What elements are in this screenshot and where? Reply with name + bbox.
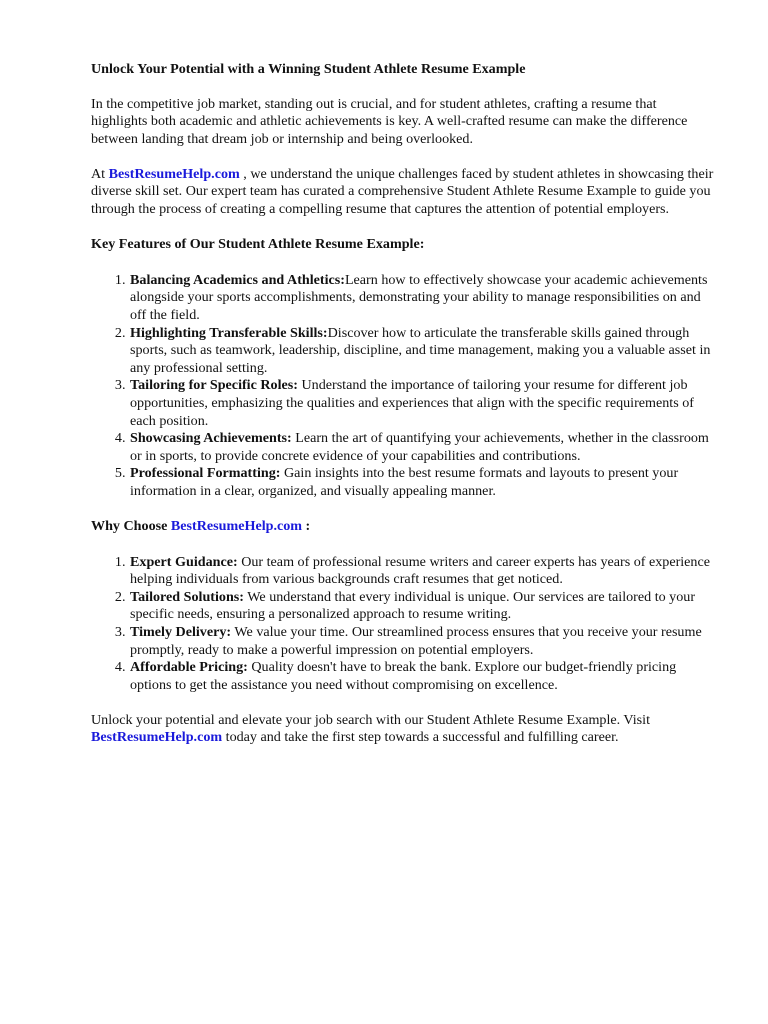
why-text: Quality doesn't have to break the bank. Explore our budget-friendly pricing options to get the assistance you need without compromising on excellence. xyxy=(130,659,677,693)
why-text: Our team of professional resume writers and career experts has years of experience helping individuals from various backgrounds craft resumes that get noticed. xyxy=(130,553,710,588)
feature-item xyxy=(129,377,720,430)
about-text: , we understand the unique challenges faced by student athletes in showcasing their diverse skill set. Our expert team has curated a comprehensive Student Athlete Resume Example to guide you through the process of creating a compelling resume that captures the attention of potential employers. xyxy=(91,165,714,218)
feature-term: Highlighting Transferable Skills: xyxy=(130,324,328,341)
why-text: We understand that every individual is unique. Our services are tailored to your specific needs, ensuring a personalized approach to resume writing. xyxy=(130,588,696,623)
feature-term: Professional Formatting: xyxy=(130,465,281,482)
why-heading xyxy=(91,518,720,536)
closing-paragraph xyxy=(91,712,720,747)
why-text: We value your time. Our streamlined process ensures that you receive your resume promptly, ready to make a powerful impression on potential employers. xyxy=(130,623,702,658)
feature-term: Tailoring for Specific Roles: xyxy=(130,377,298,394)
feature-text: Discover how to articulate the transferable skills gained through sports, such as teamwork, leadership, discipline, and time management, making you a valuable asset in any professional setting. xyxy=(130,324,711,376)
feature-item xyxy=(129,272,720,325)
about-paragraph xyxy=(91,166,720,219)
feature-term: Showcasing Achievements: xyxy=(130,430,292,447)
why-term: Timely Delivery: xyxy=(130,623,232,640)
why-prefix: Why Choose xyxy=(91,517,171,534)
why-term: Expert Guidance: xyxy=(130,553,238,570)
feature-text: Gain insights into the best resume formats and layouts to present your information in a clear, organized, and visually appealing manner. xyxy=(130,465,679,499)
about-prefix: At xyxy=(91,165,109,182)
feature-term: Balancing Academics and Athletics: xyxy=(130,271,345,288)
page-title: Unlock Your Potential with a Winning Student Athlete Resume Example xyxy=(91,61,526,77)
bestresumehelp-link[interactable]: BestResumeHelp.com xyxy=(108,165,240,182)
why-item xyxy=(129,589,720,624)
feature-item xyxy=(129,465,720,500)
feature-text: Learn the art of quantifying your achievements, whether in the classroom or in sports, to provide concrete evidence of your capabilities and contributions. xyxy=(130,430,709,464)
feature-item xyxy=(129,430,720,465)
why-list xyxy=(91,554,720,695)
why-item xyxy=(129,659,720,694)
why-term: Tailored Solutions: xyxy=(130,588,244,605)
features-list xyxy=(91,272,720,501)
bestresumehelp-link[interactable]: BestResumeHelp.com xyxy=(170,517,303,534)
why-item xyxy=(129,554,720,589)
features-heading: Key Features of Our Student Athlete Resume Example: xyxy=(91,236,425,253)
why-term: Affordable Pricing: xyxy=(130,659,248,676)
closing-text: Unlock your potential and elevate your job search with our Student Athlete Resume Example. Visit xyxy=(91,711,650,728)
why-item xyxy=(129,624,720,659)
closing-suffix: today and take the first step towards a successful and fulfilling career. xyxy=(222,729,619,746)
feature-text: Understand the importance of tailoring your resume for different job opportunities, emphasizing the qualities and experiences that align with the specific requirements of each position. xyxy=(130,377,694,429)
bestresumehelp-link[interactable]: BestResumeHelp.com xyxy=(91,729,223,746)
why-suffix: : xyxy=(302,517,311,534)
intro-paragraph: In the competitive job market, standing out is crucial, and for student athletes, crafting a resume that highlights both academic and athletic achievements is key. A well-crafted resume can make the difference between landing that dream job or internship and being overlooked. xyxy=(91,95,688,147)
feature-text: Learn how to effectively showcase your academic achievements alongside your sports accomplishments, demonstrating your ability to manage responsibilities on and off the field. xyxy=(130,271,708,323)
feature-item xyxy=(129,325,720,378)
